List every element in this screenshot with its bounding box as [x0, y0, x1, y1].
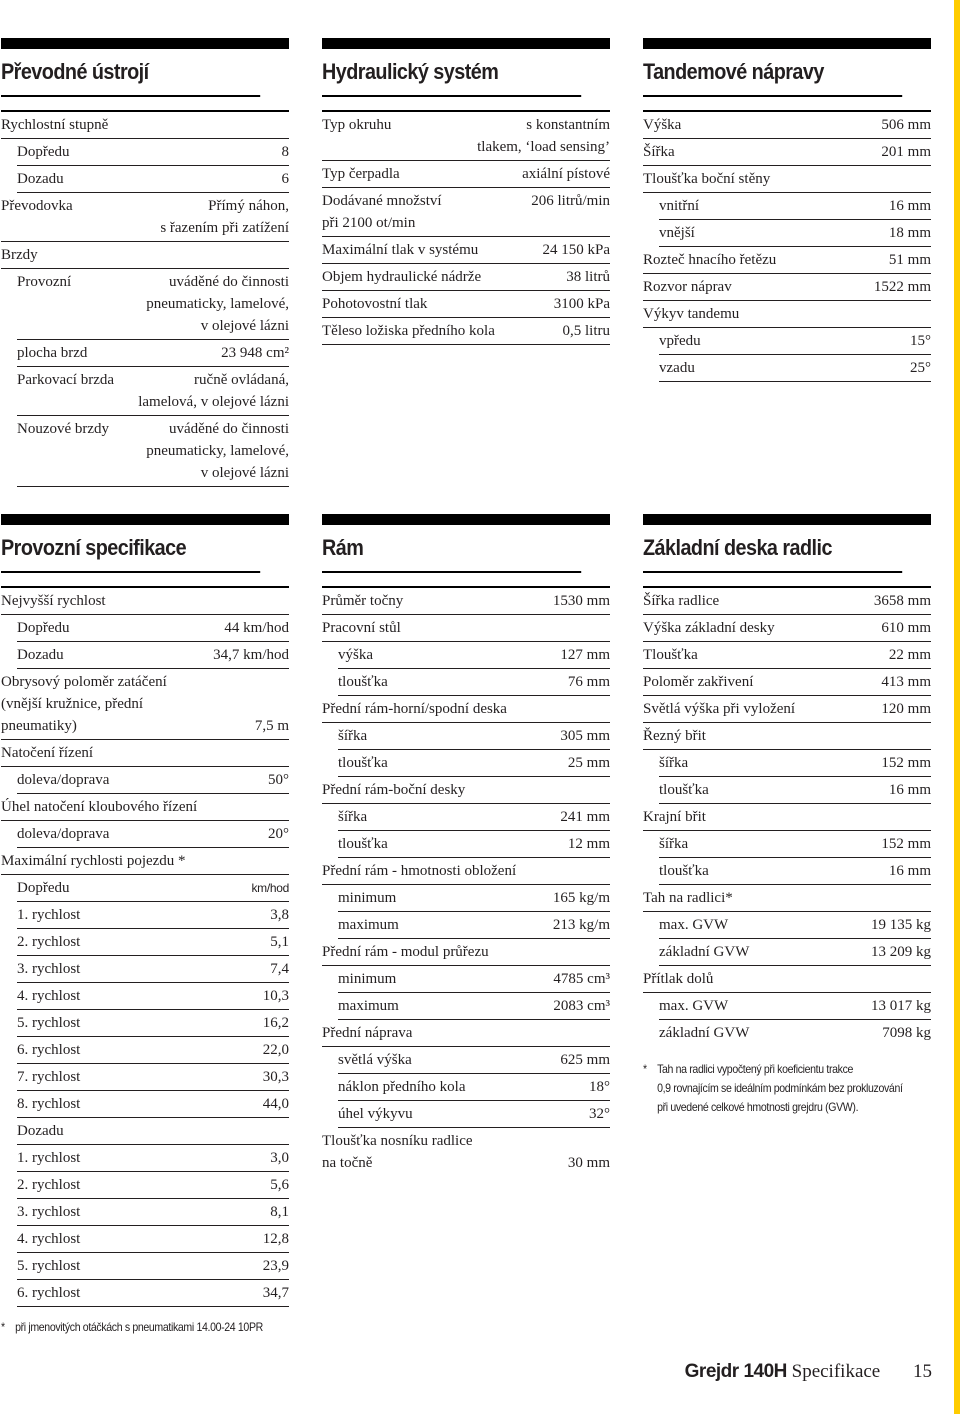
section-top-bar: [643, 38, 931, 49]
spec-label: Tah na radlici*: [643, 890, 733, 906]
spec-row: [17, 821, 289, 848]
section-top-bar: [1, 514, 289, 525]
footnote: [1, 1318, 263, 1337]
spec-label: 6. rychlost: [17, 1042, 81, 1058]
spec-row: [322, 110, 610, 161]
spec-value: 413 mm: [881, 674, 931, 690]
spec-row: [338, 1074, 610, 1101]
spec-label: 5. rychlost: [17, 1258, 81, 1274]
section-tandemove-napravy: [643, 38, 931, 382]
spec-label: Pracovní stůl: [322, 620, 401, 636]
spec-value: 506 mm: [881, 117, 931, 133]
spec-value: 76 mm: [567, 674, 610, 690]
spec-row: [322, 1128, 610, 1176]
spec-row: [338, 642, 610, 669]
spec-value: 22,0: [262, 1042, 289, 1058]
section-prevodne-ustroji: [1, 38, 289, 487]
spec-row: [643, 110, 931, 139]
spec-value: 44,0: [262, 1096, 289, 1112]
spec-label: Dozadu: [17, 647, 64, 663]
spec-row: [17, 1064, 289, 1091]
spec-row: [659, 750, 931, 777]
spec-value: 7098 kg: [882, 1025, 931, 1041]
spec-value: 165 kg/m: [552, 890, 610, 906]
spec-value: 38 litrů: [566, 269, 610, 285]
spec-row: [338, 750, 610, 777]
spec-row: [659, 939, 931, 966]
page-number: 15: [913, 1361, 932, 1382]
spec-row: [1, 740, 289, 767]
spec-label: Tloušťka boční stěny: [643, 171, 771, 187]
spec-row: [338, 966, 610, 993]
spec-label: úhel výkyvu: [338, 1106, 413, 1122]
spec-rows: [643, 586, 931, 1046]
spec-value: 6: [281, 171, 289, 187]
spec-label: Přední náprava: [322, 1025, 413, 1041]
spec-row: [643, 139, 931, 166]
spec-label: Světlá výška při vyložení: [643, 701, 796, 717]
spec-row: [17, 166, 289, 193]
spec-label: Objem hydraulické nádrže: [322, 269, 482, 285]
spec-row: [322, 237, 610, 264]
spec-value: 3100 kPa: [553, 296, 610, 312]
section-top-bar: [643, 514, 931, 525]
spec-value: 32°: [589, 1106, 610, 1122]
spec-row: [338, 1101, 610, 1128]
spec-row: [17, 642, 289, 669]
spec-row: [17, 416, 289, 487]
spec-row: [17, 1199, 289, 1226]
spec-label: tloušťka: [338, 755, 388, 771]
section-heading: Hydraulický systém: [322, 49, 581, 97]
spec-value: 206 litrů/min: [531, 193, 610, 209]
spec-value: 34,7 km/hod: [213, 647, 289, 663]
spec-row: [322, 615, 610, 642]
spec-row: [1, 848, 289, 875]
spec-row: [17, 340, 289, 367]
spec-row: [322, 1020, 610, 1047]
spec-row: [643, 301, 931, 328]
section-top-bar: [322, 38, 610, 49]
footnote-text: 0,9 rovnajícím se ideálním podmínkám bez prokluzování: [657, 1081, 903, 1095]
spec-label: světlá výška: [338, 1052, 412, 1068]
spec-value: 8,1: [270, 1204, 289, 1220]
spec-label: šířka: [659, 836, 689, 852]
spec-label: maximum: [338, 917, 399, 933]
spec-label: Brzdy: [1, 247, 38, 263]
spec-rows: [322, 586, 610, 1176]
footnote: [643, 1060, 903, 1117]
spec-row: [1, 586, 289, 615]
spec-value: 18 mm: [888, 225, 931, 241]
spec-row: [322, 858, 610, 885]
spec-label: Rychlostní stupně: [1, 117, 109, 133]
spec-row: [659, 355, 931, 382]
spec-label: Parkovací brzda: [17, 372, 115, 388]
section-heading: Tandemové nápravy: [643, 49, 902, 97]
spec-row: [17, 956, 289, 983]
spec-row: [643, 166, 931, 193]
spec-label: Obrysový poloměr zatáčení (vnější kružnice, přední pneumatiky): [1, 674, 167, 734]
spec-value: 3,0: [270, 1150, 289, 1166]
spec-label: Dopředu: [17, 880, 70, 896]
spec-rows: [1, 110, 289, 487]
spec-value: 0,5 litru: [562, 323, 610, 339]
footer-title-bold: Grejdr 140H: [684, 1361, 787, 1382]
spec-row: [643, 642, 931, 669]
spec-value: 241 mm: [560, 809, 610, 825]
spec-row: [17, 1091, 289, 1118]
spec-value: 7,5 m: [254, 718, 289, 734]
spec-value: 8: [281, 144, 289, 160]
spec-label: 1. rychlost: [17, 907, 81, 923]
spec-label: Přední rám-boční desky: [322, 782, 466, 798]
spec-label: Provozní: [17, 274, 72, 290]
spec-label: Přítlak dolů: [643, 971, 714, 987]
spec-label: Poloměr zakřivení: [643, 674, 754, 690]
footnote-text: při jmenovitých otáčkách s pneumatikami 14.00-24 10PR: [15, 1320, 263, 1334]
spec-label: Přední rám-horní/spodní deska: [322, 701, 507, 717]
spec-row: [17, 929, 289, 956]
spec-value: 5,1: [270, 934, 289, 950]
spec-row: [659, 328, 931, 355]
spec-label: tloušťka: [338, 836, 388, 852]
spec-label: Tloušťka nosníku radlice na točně: [322, 1133, 473, 1171]
spec-label: doleva/doprava: [17, 772, 110, 788]
spec-value: 50°: [268, 772, 289, 788]
spec-label: Rozteč hnacího řetězu: [643, 252, 777, 268]
spec-row: [338, 669, 610, 696]
spec-label: Úhel natočení kloubového řízení: [1, 799, 198, 815]
spec-value: 25°: [910, 360, 931, 376]
spec-label: Pohotovostní tlak: [322, 296, 428, 312]
spec-label: Dozadu: [17, 1123, 64, 1139]
spec-label: maximum: [338, 998, 399, 1014]
section-heading: Provozní specifikace: [1, 525, 260, 573]
spec-row: [322, 264, 610, 291]
spec-value: 2083 cm³: [553, 998, 610, 1014]
spec-value: 152 mm: [881, 755, 931, 771]
spec-row: [322, 939, 610, 966]
spec-label: Přední rám - modul průřezu: [322, 944, 489, 960]
spec-label: 6. rychlost: [17, 1285, 81, 1301]
spec-row: [338, 831, 610, 858]
footnote-star: *: [1, 1320, 5, 1334]
spec-label: Rozvor náprav: [643, 279, 732, 295]
spec-label: minimum: [338, 890, 397, 906]
spec-label: 5. rychlost: [17, 1015, 81, 1031]
spec-row: [17, 269, 289, 340]
spec-row: [17, 767, 289, 794]
spec-value: 25 mm: [567, 755, 610, 771]
section-top-bar: [1, 38, 289, 49]
spec-row: [17, 139, 289, 166]
spec-row: [322, 318, 610, 345]
section-heading: Převodné ústrojí: [1, 49, 260, 97]
spec-row: [322, 696, 610, 723]
spec-rows: [1, 586, 289, 1307]
spec-label: 2. rychlost: [17, 934, 81, 950]
spec-row: [659, 858, 931, 885]
spec-row: [1, 669, 289, 740]
spec-value: uváděné do činnosti pneumaticky, lamelové, v olejové lázni: [146, 274, 289, 334]
spec-label: šířka: [338, 809, 368, 825]
spec-label: Tloušťka: [643, 647, 698, 663]
spec-row: [643, 615, 931, 642]
spec-label: Maximální tlak v systému: [322, 242, 479, 258]
spec-label: 4. rychlost: [17, 1231, 81, 1247]
spec-value: 16 mm: [888, 198, 931, 214]
spec-label: 1. rychlost: [17, 1150, 81, 1166]
spec-row: [659, 831, 931, 858]
spec-value: 127 mm: [560, 647, 610, 663]
spec-label: základní GVW: [659, 944, 750, 960]
spec-row: [338, 1047, 610, 1074]
spec-label: doleva/doprava: [17, 826, 110, 842]
spec-row: [322, 291, 610, 318]
spec-value: 610 mm: [881, 620, 931, 636]
spec-label: Nejvyšší rychlost: [1, 593, 106, 609]
spec-label: Dopředu: [17, 620, 70, 636]
spec-value: 24 150 kPa: [542, 242, 610, 258]
spec-value: 625 mm: [560, 1052, 610, 1068]
spec-label: výška: [338, 647, 373, 663]
spec-label: vnější: [659, 225, 695, 241]
spec-row: [1, 110, 289, 139]
spec-label: Typ čerpadla: [322, 166, 400, 182]
spec-row: [1, 193, 289, 242]
spec-label: šířka: [659, 755, 689, 771]
spec-row: [643, 723, 931, 750]
spec-row: [322, 161, 610, 188]
spec-row: [659, 193, 931, 220]
spec-row: [643, 247, 931, 274]
spec-row: [338, 885, 610, 912]
section-heading: Rám: [322, 525, 581, 573]
spec-value: 305 mm: [560, 728, 610, 744]
spec-label: Krajní břit: [643, 809, 706, 825]
spec-value: 22 mm: [888, 647, 931, 663]
spec-row: [17, 1172, 289, 1199]
spec-row: [659, 912, 931, 939]
spec-row: [643, 274, 931, 301]
spec-row: [659, 220, 931, 247]
spec-label: Řezný břit: [643, 728, 706, 744]
spec-value: 44 km/hod: [224, 620, 289, 636]
spec-value: 1522 mm: [873, 279, 931, 295]
spec-row: [322, 777, 610, 804]
footnote-text: při uvedené celkové hmotnosti grejdru (GVW).: [657, 1100, 859, 1114]
spec-row: [643, 696, 931, 723]
spec-label: 8. rychlost: [17, 1096, 81, 1112]
spec-row: [17, 875, 289, 902]
section-hydraulicky-system: [322, 38, 610, 345]
spec-label: Převodovka: [1, 198, 73, 214]
spec-row: [17, 1253, 289, 1280]
section-heading: Základní deska radlic: [643, 525, 902, 573]
spec-value: 13 017 kg: [871, 998, 931, 1014]
spec-row: [17, 1226, 289, 1253]
spec-label: plocha brzd: [17, 345, 88, 361]
spec-row: [338, 912, 610, 939]
spec-row: [1, 242, 289, 269]
spec-label: Šířka radlice: [643, 593, 720, 609]
spec-value: 152 mm: [881, 836, 931, 852]
spec-row: [1, 794, 289, 821]
spec-row: [17, 1280, 289, 1307]
spec-rows: [322, 110, 610, 345]
spec-value: 16 mm: [888, 782, 931, 798]
spec-rows: [643, 110, 931, 382]
spec-value: 201 mm: [881, 144, 931, 160]
spec-label: max. GVW: [659, 998, 729, 1014]
spec-value: 213 kg/m: [552, 917, 610, 933]
spec-row: [17, 983, 289, 1010]
spec-label: základní GVW: [659, 1025, 750, 1041]
spec-row: [643, 804, 931, 831]
spec-row: [17, 1145, 289, 1172]
spec-value: 16 mm: [888, 863, 931, 879]
spec-label: Nouzové brzdy: [17, 421, 110, 437]
spec-label: tloušťka: [659, 863, 709, 879]
spec-value: Přímý náhon, s řazením při zatížení: [160, 198, 289, 236]
spec-label: Těleso ložiska předního kola: [322, 323, 495, 339]
page-footer: [685, 1361, 932, 1383]
spec-label: 3. rychlost: [17, 961, 81, 977]
section-ram: [322, 514, 610, 1176]
spec-label: Výška: [643, 117, 682, 133]
yellow-edge-bar: [954, 0, 960, 1414]
spec-value: 19 135 kg: [871, 917, 931, 933]
spec-label: 4. rychlost: [17, 988, 81, 1004]
spec-label: šířka: [338, 728, 368, 744]
spec-value: 30 mm: [567, 1155, 610, 1171]
footnote-star: *: [643, 1062, 647, 1076]
spec-label: vzadu: [659, 360, 695, 376]
spec-value: 5,6: [270, 1177, 289, 1193]
spec-value: ručně ovládaná, lamelová, v olejové lázni: [138, 372, 289, 410]
spec-row: [17, 1118, 289, 1145]
spec-value: 34,7: [262, 1285, 289, 1301]
spec-row: [17, 367, 289, 416]
spec-value: 12 mm: [567, 836, 610, 852]
spec-value: 23 948 cm²: [221, 345, 289, 361]
spec-row: [17, 1010, 289, 1037]
section-provozni-specifikace: [1, 514, 289, 1337]
spec-label: minimum: [338, 971, 397, 987]
spec-label: tloušťka: [338, 674, 388, 690]
spec-label: 2. rychlost: [17, 1177, 81, 1193]
spec-label: Dodávané množství při 2100 ot/min: [322, 193, 442, 231]
spec-row: [322, 586, 610, 615]
spec-row: [659, 777, 931, 804]
spec-label: Výkyv tandemu: [643, 306, 740, 322]
spec-value: axiální pístové: [522, 166, 610, 182]
spec-value: 20°: [268, 826, 289, 842]
spec-value: uváděné do činnosti pneumaticky, lamelové, v olejové lázni: [146, 421, 289, 481]
spec-row: [643, 966, 931, 993]
spec-label: max. GVW: [659, 917, 729, 933]
spec-label: Výška základní desky: [643, 620, 775, 636]
spec-label: tloušťka: [659, 782, 709, 798]
spec-value: 18°: [589, 1079, 610, 1095]
spec-label: 3. rychlost: [17, 1204, 81, 1220]
spec-label: Typ okruhu: [322, 117, 392, 133]
spec-row: [322, 188, 610, 237]
section-top-bar: [322, 514, 610, 525]
spec-label: náklon předního kola: [338, 1079, 466, 1095]
spec-value: 3658 mm: [873, 593, 931, 609]
spec-value: 16,2: [262, 1015, 289, 1031]
spec-row: [17, 615, 289, 642]
footer-title-rest: Specifikace: [791, 1361, 881, 1382]
spec-value: 1530 mm: [552, 593, 610, 609]
spec-value: 4785 cm³: [553, 971, 610, 987]
spec-value: km/hod: [251, 881, 289, 895]
spec-value: 15°: [910, 333, 931, 349]
spec-label: Přední rám - hmotnosti obložení: [322, 863, 517, 879]
spec-value: 13 209 kg: [871, 944, 931, 960]
spec-label: Šířka: [643, 144, 675, 160]
spec-label: Dozadu: [17, 171, 64, 187]
spec-row: [643, 885, 931, 912]
spec-row: [17, 902, 289, 929]
section-zakladni-deska-radlic: [643, 514, 931, 1117]
spec-row: [659, 993, 931, 1020]
spec-row: [338, 993, 610, 1020]
spec-value: 23,9: [262, 1258, 289, 1274]
spec-row: [338, 804, 610, 831]
spec-label: vnitřní: [659, 198, 699, 214]
spec-row: [643, 669, 931, 696]
spec-label: Natočení řízení: [1, 745, 94, 761]
spec-label: 7. rychlost: [17, 1069, 81, 1085]
spec-value: 10,3: [262, 988, 289, 1004]
spec-value: 51 mm: [888, 252, 931, 268]
spec-value: 30,3: [262, 1069, 289, 1085]
spec-row: [643, 586, 931, 615]
spec-label: Průměr točny: [322, 593, 404, 609]
spec-label: Dopředu: [17, 144, 70, 160]
spec-value: 120 mm: [881, 701, 931, 717]
spec-row: [338, 723, 610, 750]
spec-label: Maximální rychlosti pojezdu *: [1, 853, 186, 869]
spec-row: [659, 1020, 931, 1046]
spec-value: 3,8: [270, 907, 289, 923]
footnote-text: Tah na radlici vypočtený při koeficientu trakce: [657, 1062, 854, 1076]
spec-value: 12,8: [262, 1231, 289, 1247]
spec-value: 7,4: [270, 961, 289, 977]
spec-label: vpředu: [659, 333, 701, 349]
spec-value: s konstantním tlakem, ‘load sensing’: [477, 117, 610, 155]
spec-row: [17, 1037, 289, 1064]
